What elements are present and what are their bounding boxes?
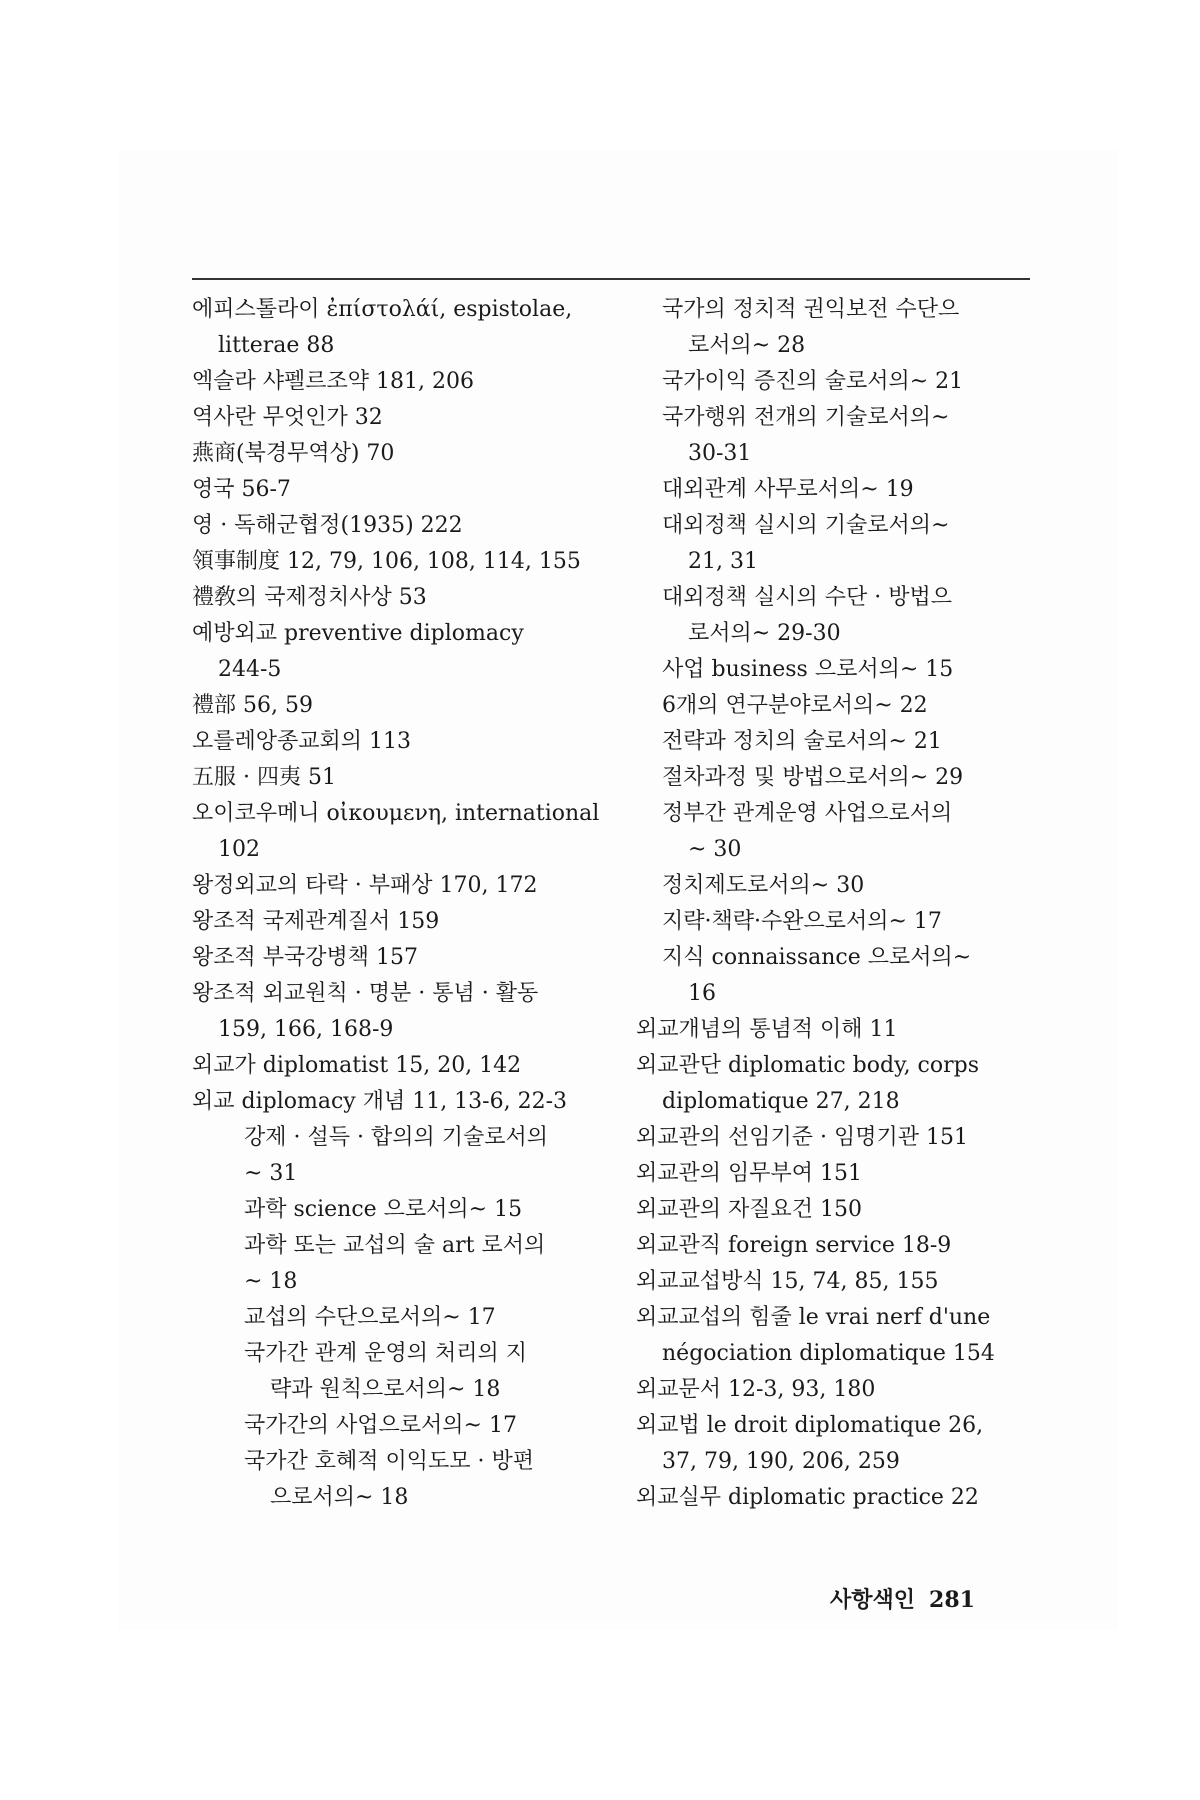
index-entry: 대외정책 실시의 수단 · 방법으 — [662, 585, 952, 610]
index-entry: 으로서의~ 18 — [270, 1485, 409, 1510]
index-entry: 역사란 무엇인가 32 — [192, 405, 383, 430]
index-entry: 외교실무 diplomatic practice 22 — [636, 1485, 979, 1510]
index-entry: 로서의~ 29-30 — [688, 621, 841, 646]
index-entry: 외교교섭방식 15, 74, 85, 155 — [636, 1269, 939, 1294]
index-entry: 6개의 연구분야로서의~ 22 — [662, 693, 928, 718]
index-entry: 領事制度 12, 79, 106, 108, 114, 155 — [192, 549, 581, 574]
index-entry: 과학 science 으로서의~ 15 — [244, 1197, 523, 1222]
index-entry: litterae 88 — [218, 333, 335, 358]
index-entry: 왕정외교의 타락 · 부패상 170, 172 — [192, 873, 538, 898]
index-entry: 략과 원칙으로서의~ 18 — [270, 1377, 501, 1402]
index-entry: 국가이익 증진의 술로서의~ 21 — [662, 369, 964, 394]
index-entry: 지식 connaissance 으로서의~ — [662, 945, 972, 970]
index-entry: 왕조적 외교원칙 · 명분 · 통념 · 활동 — [192, 981, 539, 1006]
index-entry: 외교교섭의 힘줄 le vrai nerf d'une — [636, 1305, 991, 1330]
index-column-left — [192, 292, 600, 1516]
index-entry: 외교 diplomacy 개념 11, 13-6, 22-3 — [192, 1089, 568, 1114]
index-entry: 사업 business 으로서의~ 15 — [662, 657, 954, 682]
page-number: 281 — [929, 1587, 975, 1613]
index-entry: 정부간 관계운영 사업으로서의 — [662, 801, 953, 826]
index-entry: 국가의 정치적 권익보전 수단으 — [662, 297, 960, 322]
index-entry: 대외관계 사무로서의~ 19 — [662, 477, 914, 502]
index-entry: 지략·책략·수완으로서의~ 17 — [662, 909, 942, 934]
index-entry: 왕조적 부국강병책 157 — [192, 945, 418, 970]
page-footer — [830, 1583, 1040, 1614]
header-rule — [192, 278, 1030, 280]
index-entry: 외교문서 12-3, 93, 180 — [636, 1377, 876, 1402]
index-entry: 에피스톨라이 ἐπίστολάί, espistolae, — [192, 297, 573, 322]
index-entry: 오를레앙종교회의 113 — [192, 729, 412, 754]
index-entry: 16 — [688, 981, 716, 1006]
index-entry: 외교개념의 통념적 이해 11 — [636, 1017, 898, 1042]
index-entry: 燕商(북경무역상) 70 — [192, 441, 395, 466]
footer-section-title: 사항색인 — [830, 1587, 916, 1613]
index-entry: 외교관직 foreign service 18-9 — [636, 1233, 952, 1258]
index-entry: 엑슬라 샤펠르조약 181, 206 — [192, 369, 474, 394]
index-entry: 교섭의 수단으로서의~ 17 — [244, 1305, 496, 1330]
index-entry: 국가간 호혜적 이익도모 · 방편 — [244, 1449, 534, 1474]
index-entry: 절차과정 및 방법으로서의~ 29 — [662, 765, 964, 790]
index-entry: 과학 또는 교섭의 술 art 로서의 — [244, 1233, 546, 1258]
index-entry: 외교관의 선임기준 · 임명기관 151 — [636, 1125, 968, 1150]
index-entry: diplomatique 27, 218 — [662, 1089, 900, 1114]
index-entry: 외교관의 임무부여 151 — [636, 1161, 862, 1186]
index-entry: 30-31 — [688, 441, 752, 466]
index-entry: 영 · 독해군협정(1935) 222 — [192, 513, 463, 538]
index-entry: 21, 31 — [688, 549, 758, 574]
index-entry: 국가행위 전개의 기술로서의~ — [662, 405, 950, 430]
index-entry: 159, 166, 168-9 — [218, 1017, 394, 1042]
index-entry: 외교관의 자질요건 150 — [636, 1197, 862, 1222]
index-entry: 외교가 diplomatist 15, 20, 142 — [192, 1053, 522, 1078]
index-entry: 외교관단 diplomatic body, corps — [636, 1053, 980, 1078]
index-entry: 전략과 정치의 술로서의~ 21 — [662, 729, 942, 754]
index-entry: 102 — [218, 837, 260, 862]
index-entry: négociation diplomatique 154 — [662, 1341, 995, 1366]
index-entry: 국가간 관계 운영의 처리의 지 — [244, 1341, 527, 1366]
index-entry: 예방외교 preventive diplomacy — [192, 621, 524, 646]
index-entry: 37, 79, 190, 206, 259 — [662, 1449, 900, 1474]
index-entry: 강제 · 설득 · 합의의 기술로서의 — [244, 1125, 548, 1150]
index-entry: ~ 31 — [244, 1161, 298, 1186]
index-entry: ~ 18 — [244, 1269, 298, 1294]
index-entry: 대외정책 실시의 기술로서의~ — [662, 513, 950, 538]
index-entry: ~ 30 — [688, 837, 742, 862]
index-entry: 외교법 le droit diplomatique 26, — [636, 1413, 984, 1438]
index-entry: 정치제도로서의~ 30 — [662, 873, 865, 898]
index-entry: 禮敎의 국제정치사상 53 — [192, 585, 427, 610]
index-entry: 국가간의 사업으로서의~ 17 — [244, 1413, 517, 1438]
index-entry: 오이코우메니 οἰκουμενη, international — [192, 801, 600, 826]
index-entry: 로서의~ 28 — [688, 333, 806, 358]
index-entry: 五服 · 四夷 51 — [192, 765, 336, 790]
index-column-right — [636, 292, 1036, 1516]
index-entry: 244-5 — [218, 657, 282, 682]
index-entry: 禮部 56, 59 — [192, 693, 313, 718]
index-entry: 왕조적 국제관계질서 159 — [192, 909, 440, 934]
index-entry: 영국 56-7 — [192, 477, 291, 502]
